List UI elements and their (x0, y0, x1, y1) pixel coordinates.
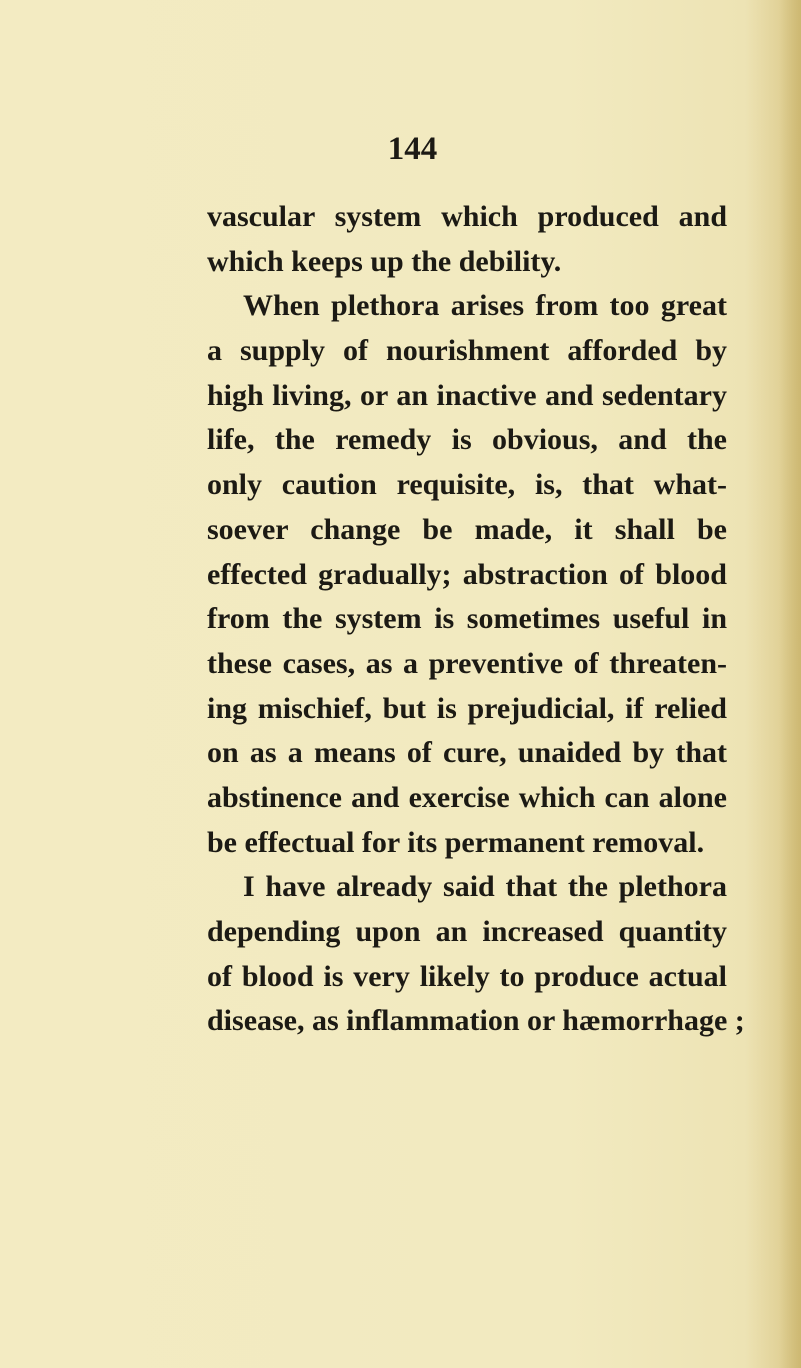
text-line: be effectual for its permanent removal. (207, 825, 705, 859)
body-text (207, 195, 745, 1044)
text-line: I have already said that the plethora (243, 870, 727, 904)
text-line: effected gradually; abstraction of blood (207, 557, 727, 591)
text-line: these cases, as a preventive of threaten- (207, 646, 727, 680)
text-line: soever change be made, it shall be (207, 512, 727, 546)
text-line: which keeps up the debility. (207, 244, 562, 278)
text-line: from the system is sometimes useful in (207, 602, 727, 636)
text-line: life, the remedy is obvious, and the (207, 423, 727, 457)
text-line: When plethora arises from too great (243, 289, 727, 323)
text-line: only caution requisite, is, that what- (207, 468, 727, 502)
text-line: vascular system which produced and (207, 200, 727, 233)
text-line: disease, as inflammation or hæmorrhage ; (207, 1004, 745, 1038)
text-line: abstinence and exercise which can alone (207, 780, 727, 814)
text-line: ing mischief, but is prejudicial, if relied (207, 691, 727, 725)
text-line: on as a means of cure, unaided by that (207, 736, 727, 770)
text-line: high living, or an inactive and sedentary (207, 378, 727, 412)
page-edge-shadow (779, 0, 801, 1368)
text-line: of blood is very likely to produce actual (207, 959, 727, 993)
text-line: depending upon an increased quantity (207, 915, 727, 948)
text-line: a supply of nourishment afforded by (207, 334, 727, 368)
page-number: 144 (387, 131, 438, 167)
